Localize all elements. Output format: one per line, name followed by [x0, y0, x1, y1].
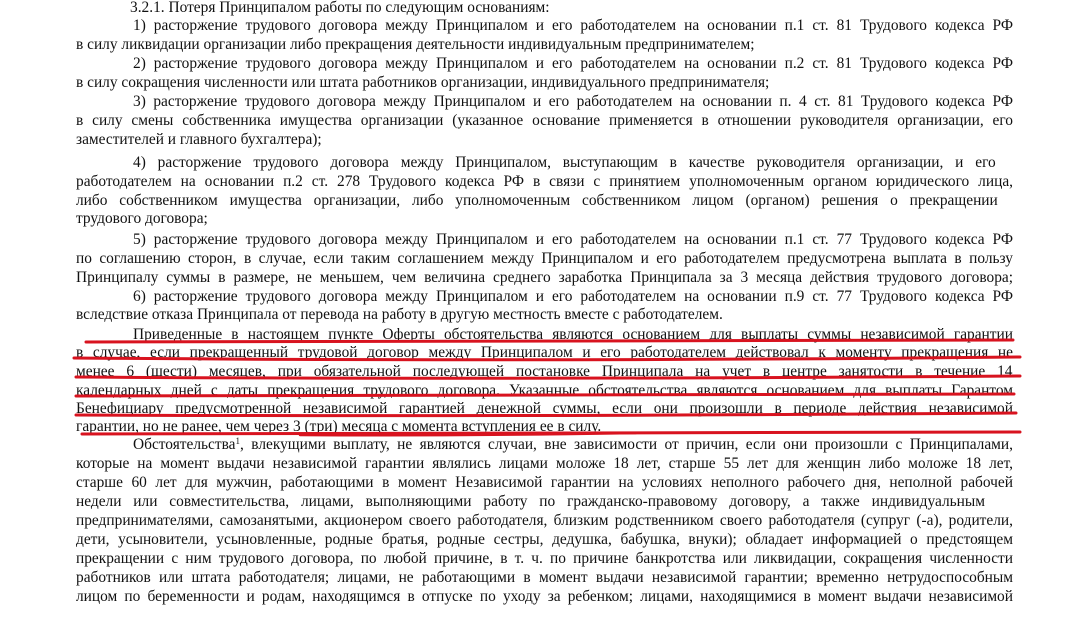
footnote-marker: 1 — [235, 436, 240, 446]
paragraph-line: прекращении с ним трудового договора, по любой причине, в т. ч. по причине банкротства или ликвидации, сокращения численности — [76, 550, 1013, 567]
paragraph-line — [133, 436, 1013, 454]
paragraph-line: лицом по беременности и родам, находящимся в отпуске по уходу за ребенком; лицами, находящимися в момент выдачи независимой — [76, 588, 1013, 605]
paragraph-line: в силу ликвидации организации либо прекращения деятельности индивидуальным предпринимателем; — [76, 36, 755, 53]
paragraph-line: старше 60 лет для мужчин, работающими в момент Независимой гарантии на условиях неполного рабочего дня, неполной рабочей — [76, 474, 1013, 491]
paragraph-lead-word: Обстоятельства — [133, 436, 236, 453]
paragraph-line: в силу смены собственника имущества организации (указанное основание применяется в отношении руководителя организации, его — [76, 112, 1013, 129]
highlighted-line: в случае, если прекращенный трудовой договор между Принципалом и его работодателем действовал к моменту прекращения не — [76, 344, 1013, 361]
highlighted-line: календарных дней с даты прекращения трудового договора. Указанные обстоятельства являются основанием для выплаты Гарантом — [76, 382, 1013, 399]
paragraph-line: 1) расторжение трудового договора между Принципалом и его работодателем на основании п.1 ст. 81 Трудового кодекса РФ — [133, 17, 1013, 34]
paragraph-line: которые на момент выдачи независимой гарантии являлись лицами моложе 18 лет, старше 55 лет для женщин либо моложе 18 лет, — [76, 455, 1013, 472]
paragraph-line: в силу сокращения численности или штата работников организации, индивидуального предпринимателя; — [76, 74, 770, 91]
paragraph-line: заместителей и главного бухгалтера); — [76, 131, 322, 148]
paragraph-line: дети, усыновители, усыновленные, родные братья, родные сестры, дедушка, бабушка, внуки); обладает информацией о предстоящем — [76, 531, 1013, 548]
paragraph-line: предпринимателями, самозанятыми, акционером своего работодателя, близким родственником своего работодателя (супруг (-а), родители, — [76, 512, 1013, 529]
paragraph-line: недели или совместительства, лицами, выполняющими работу по гражданско-правовому договору, а также индивидуальным — [76, 493, 985, 510]
paragraph-line: 5) расторжение трудового договора между Принципалом и его работодателем на основании п.1 ст. 77 Трудового кодекса РФ — [133, 231, 1013, 248]
paragraph-line: работодателем на основании п.2 ст. 278 Трудового кодекса РФ в связи с принятием уполномоченным органом юридического лица, — [76, 173, 1013, 190]
paragraph-line-tail: , влекущими выплату, не являются случаи, вне зависимости от причин, если они произошли с Принципалами, — [240, 436, 1013, 453]
section-heading: 3.2.1. Потеря Принципалом работы по следующим основаниям: — [130, 0, 550, 16]
paragraph-line: вследствие отказа Принципала от перевода на работу в другую местность вместе с работодателем. — [76, 306, 723, 323]
paragraph-line: либо собственником имущества организации, либо уполномоченным собственником лицом (органом) решения о прекращении — [76, 192, 998, 209]
paragraph-line: 4) расторжение трудового договора между Принципалом, выступающим в качестве руководителя организации, и его — [133, 154, 996, 171]
paragraph-line: 6) расторжение трудового договора между Принципалом и его работодателем на основании п.9 ст. 77 Трудового кодекса РФ — [133, 288, 1013, 305]
paragraph-line: Принципалу суммы в размере, не меньшем, чем величина среднего заработка Принципала за 3 месяца действия трудового договора; — [76, 269, 1013, 286]
highlighted-line: Бенефициару предусмотренной независимой гарантией денежной суммы, если они произошли в периоде действия независимой — [76, 400, 1013, 417]
highlighted-line: гарантии, но не ранее, чем через 3 (три) месяца с момента вступления ее в силу. — [76, 418, 602, 435]
paragraph-line: 2) расторжение трудового договора между Принципалом и его работодателем на основании п.2 ст. 81 Трудового кодекса РФ — [133, 55, 1013, 72]
paragraph-line: по соглашению сторон, в случае, если таким соглашением между Принципалом и его работодателем предусмотрена выплата в пользу — [76, 250, 1013, 267]
paragraph-line: 3) расторжение трудового договора между Принципалом и его работодателем на основании п. 4 ст. 81 Трудового кодекса РФ — [133, 93, 1013, 110]
highlighted-line: менее 6 (шести) месяцев, при обязательной последующей постановке Принципала на учет в центре занятости в течение 14 — [76, 363, 1013, 380]
highlighted-line: Приведенные в настоящем пункте Оферты обстоятельства являются основанием для выплаты суммы независимой гарантии — [133, 326, 1013, 343]
paragraph-line: трудового договора; — [76, 210, 208, 227]
paragraph-line: работников или штата работодателя; лицами, не работающими в момент выдачи независимой гарантии; временно нетрудоспособным — [76, 569, 1013, 586]
